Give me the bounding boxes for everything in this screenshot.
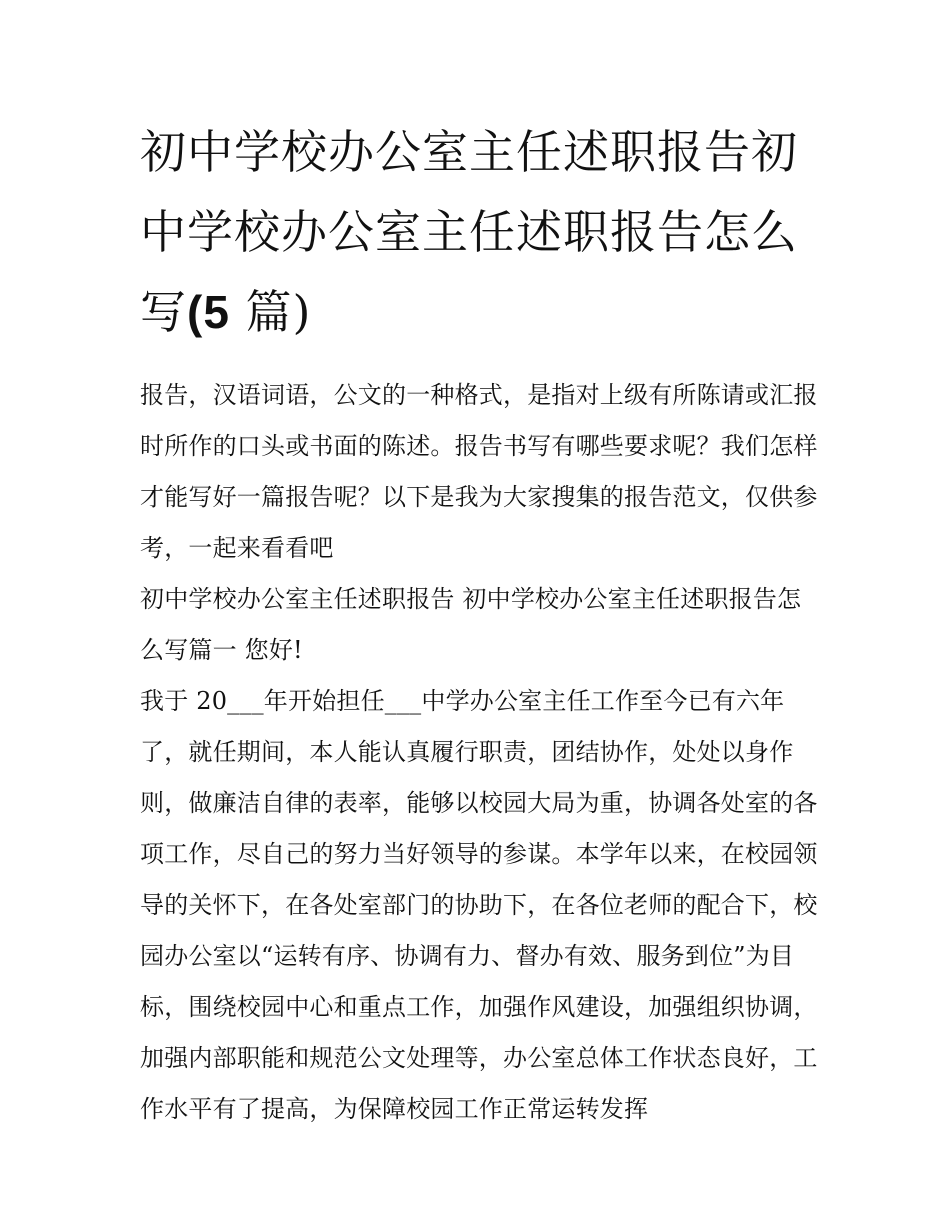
document-title: [140, 112, 820, 352]
body-paragraph: 我于 20___年开始担任___中学办公室主任工作至今已有六年了，就任期间，本人能认真履行职责，团结协作，处处以身作则，做廉洁自律的表率，能够以校园大局为重，协调各处室的各项工作，尽自己的努力当好领导的参谋。本学年以来，在校园领导的关怀下，在各处室部门的协助下，在各位老师的配合下，校园办公室以“运转有序、协调有力、督办有效、服务到位”为目标，围绕校园中心和重点工作，加强作风建设，加强组织协调，加强内部职能和规范公文处理等，办公室总体工作状态良好，工作水平有了提高，为保障校园工作正常运转发挥: [140, 687, 818, 1123]
document-page: [140, 112, 820, 1135]
document-body: [140, 370, 820, 1135]
title-paren-open: (: [187, 286, 204, 338]
section-heading-paragraph: 初中学校办公室主任述职报告 初中学校办公室主任述职报告怎么写篇一 您好!: [140, 585, 802, 664]
title-count: 5: [203, 286, 230, 338]
intro-paragraph: 报告，汉语词语，公文的一种格式，是指对上级有所陈请或汇报时所作的口头或书面的陈述。报告书写有哪些要求呢？我们怎样才能写好一篇报告呢？以下是我为大家搜集的报告范文，仅供参考，一起来看看吧: [140, 381, 818, 562]
title-suffix: 篇): [229, 285, 312, 339]
title-text: 初中学校办公室主任述职报告初中学校办公室主任述职报告怎么写: [140, 125, 798, 339]
